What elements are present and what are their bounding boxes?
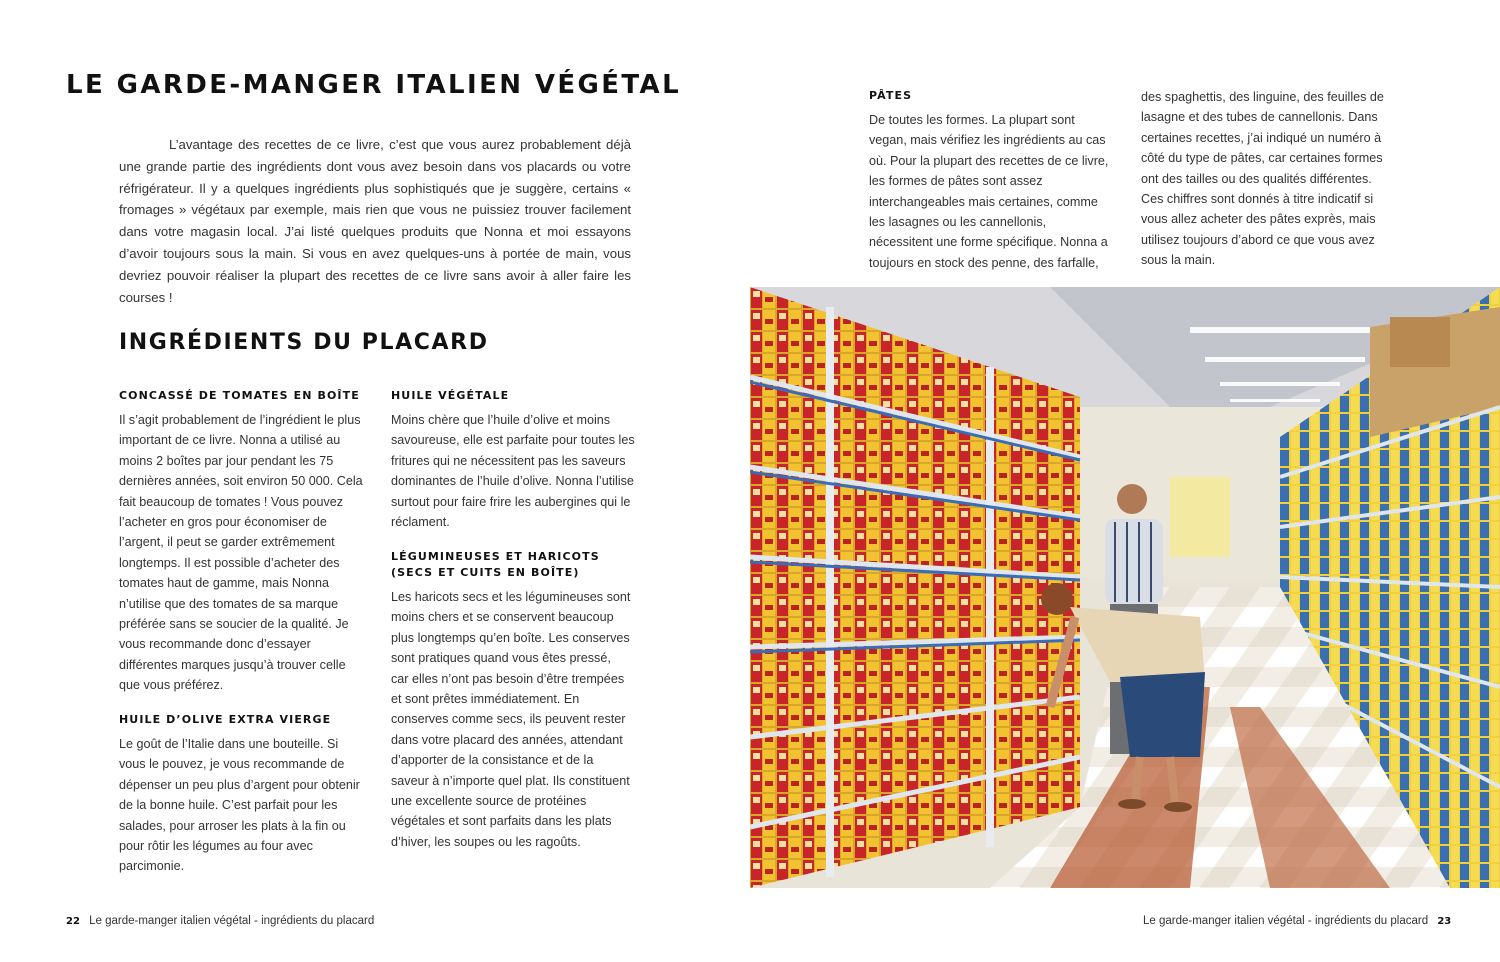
intro-paragraph	[119, 134, 631, 308]
running-footer: Le garde-manger italien végétal - ingrédients du placard	[1143, 915, 1429, 927]
ingredient-heading: HUILE VÉGÉTALE	[391, 389, 510, 402]
supermarket-illustration	[750, 287, 1500, 888]
ingredient-heading: CONCASSÉ DE TOMATES EN BOÎTE	[119, 389, 360, 402]
ingredient-body: De toutes les formes. La plupart sont vegan, mais vérifiez les ingrédients au cas où. Pour la plupart des recettes de ce livre, les formes de pâtes sont assez interchangeables mais certaines, comme les lasagnes ou les cannellonis, nécessitent une forme spécifique. Nonna a toujours en stock des penne, des farfalle,	[869, 113, 1109, 270]
pates-column-2	[1141, 87, 1391, 271]
supermarket-photo	[750, 287, 1500, 888]
ingredient-heading: HUILE D’OLIVE EXTRA VIERGE	[119, 713, 332, 726]
footer-right	[1143, 915, 1451, 927]
intro-text: L’avantage des recettes de ce livre, c’est que vous aurez probablement déjà une grande partie des ingrédients dont vous avez besoin dans vos placards ou votre réfrigérateur. Il y a quelques ingrédients plus sophistiqués que je suggère, certains « fromages » végétaux par exemple, mais rien que vous ne puissiez trouver facilement dans votre magasin local. J’ai listé quelques produits que Nonna et moi essayons d’avoir toujours sous la main. Si vous en avez quelques-uns à portée de main, vous devriez pouvoir réaliser la plupart des recettes de ce livre sans avoir à aller faire les courses !	[119, 137, 631, 305]
footer-left	[66, 915, 374, 927]
ingredient-heading: PÂTES	[869, 89, 913, 102]
ingredient-body: Le goût de l’Italie dans une bouteille. Si vous le pouvez, je vous recommande de dépenser un peu plus d’argent pour obtenir de la bonne huile. C’est parfait pour les salades, pour arroser les plats à la fin ou pour rôtir les légumes au four avec parcimonie.	[119, 737, 360, 874]
section-title: INGRÉDIENTS DU PLACARD	[119, 330, 489, 355]
ingredient-body: Moins chère que l’huile d’olive et moins savoureuse, elle est parfaite pour toutes les fritures qui ne nécessitent pas les saveurs dominantes de l’huile d’olive. Nonna l’utilise surtout pour faire frire les aubergines qui le réclament.	[391, 413, 635, 530]
pates-column-1	[869, 88, 1109, 273]
ingredient-legumes	[391, 549, 631, 852]
ingredient-olive-oil	[119, 712, 364, 877]
ingredient-body: Il s’agit probablement de l’ingrédient le plus important de ce livre. Nonna a utilisé au moins 2 boîtes par jour pendant les 75 dernières années, soit environ 50 000. Cela fait beaucoup de tomates ! Vous pouvez l’acheter en gros pour économiser de l’argent, il peut se garder extrêmement longtemps. Il est possible d’acheter des tomates haut de gamme, mais Nonna n’utilise que des tomates de sa marque préférée sans se soucier de la qualité. Je vous recommande donc d’essayer différentes marques jusqu’à trouver celle que vous préférez.	[119, 413, 363, 693]
running-footer: Le garde-manger italien végétal - ingrédients du placard	[89, 915, 375, 927]
ingredient-vegetable-oil	[391, 388, 636, 532]
page-number: 23	[1437, 916, 1452, 927]
ingredient-body: Les haricots secs et les légumineuses sont moins chers et se conservent beaucoup plus longtemps qu’en boîte. Les conserves sont pratiques quand vous êtes pressé, car elles n’ont pas besoin d’être trempées et sont prêtes immédiatement. En conserves comme secs, ils peuvent rester dans votre placard des années, attendant d’apporter de la consistance et de la saveur à n’importe quel plat. Ils constituent une excellente source de protéines végétales et sont parfaits dans les plats d’hiver, les soupes ou les ragoûts.	[391, 590, 631, 849]
page-number: 22	[66, 916, 80, 927]
ingredient-tomatoes	[119, 388, 364, 696]
page-title: LE GARDE-MANGER ITALIEN VÉGÉTAL	[66, 70, 682, 100]
ingredient-heading: LÉGUMINEUSES ET HARICOTS (SECS ET CUITS EN BOÎTE)	[391, 550, 600, 579]
ingredient-body-continued: des spaghettis, des linguine, des feuilles de lasagne et des tubes de cannellonis. Dans certaines recettes, j’ai indiqué un numéro à côté du type de pâtes, car certaines formes ont des tailles ou des qualités différentes. Ces chiffres sont donnés à titre indicatif si vous allez acheter des pâtes exprès, mais utilisez toujours d’abord ce que vous avez sous la main.	[1141, 90, 1384, 268]
